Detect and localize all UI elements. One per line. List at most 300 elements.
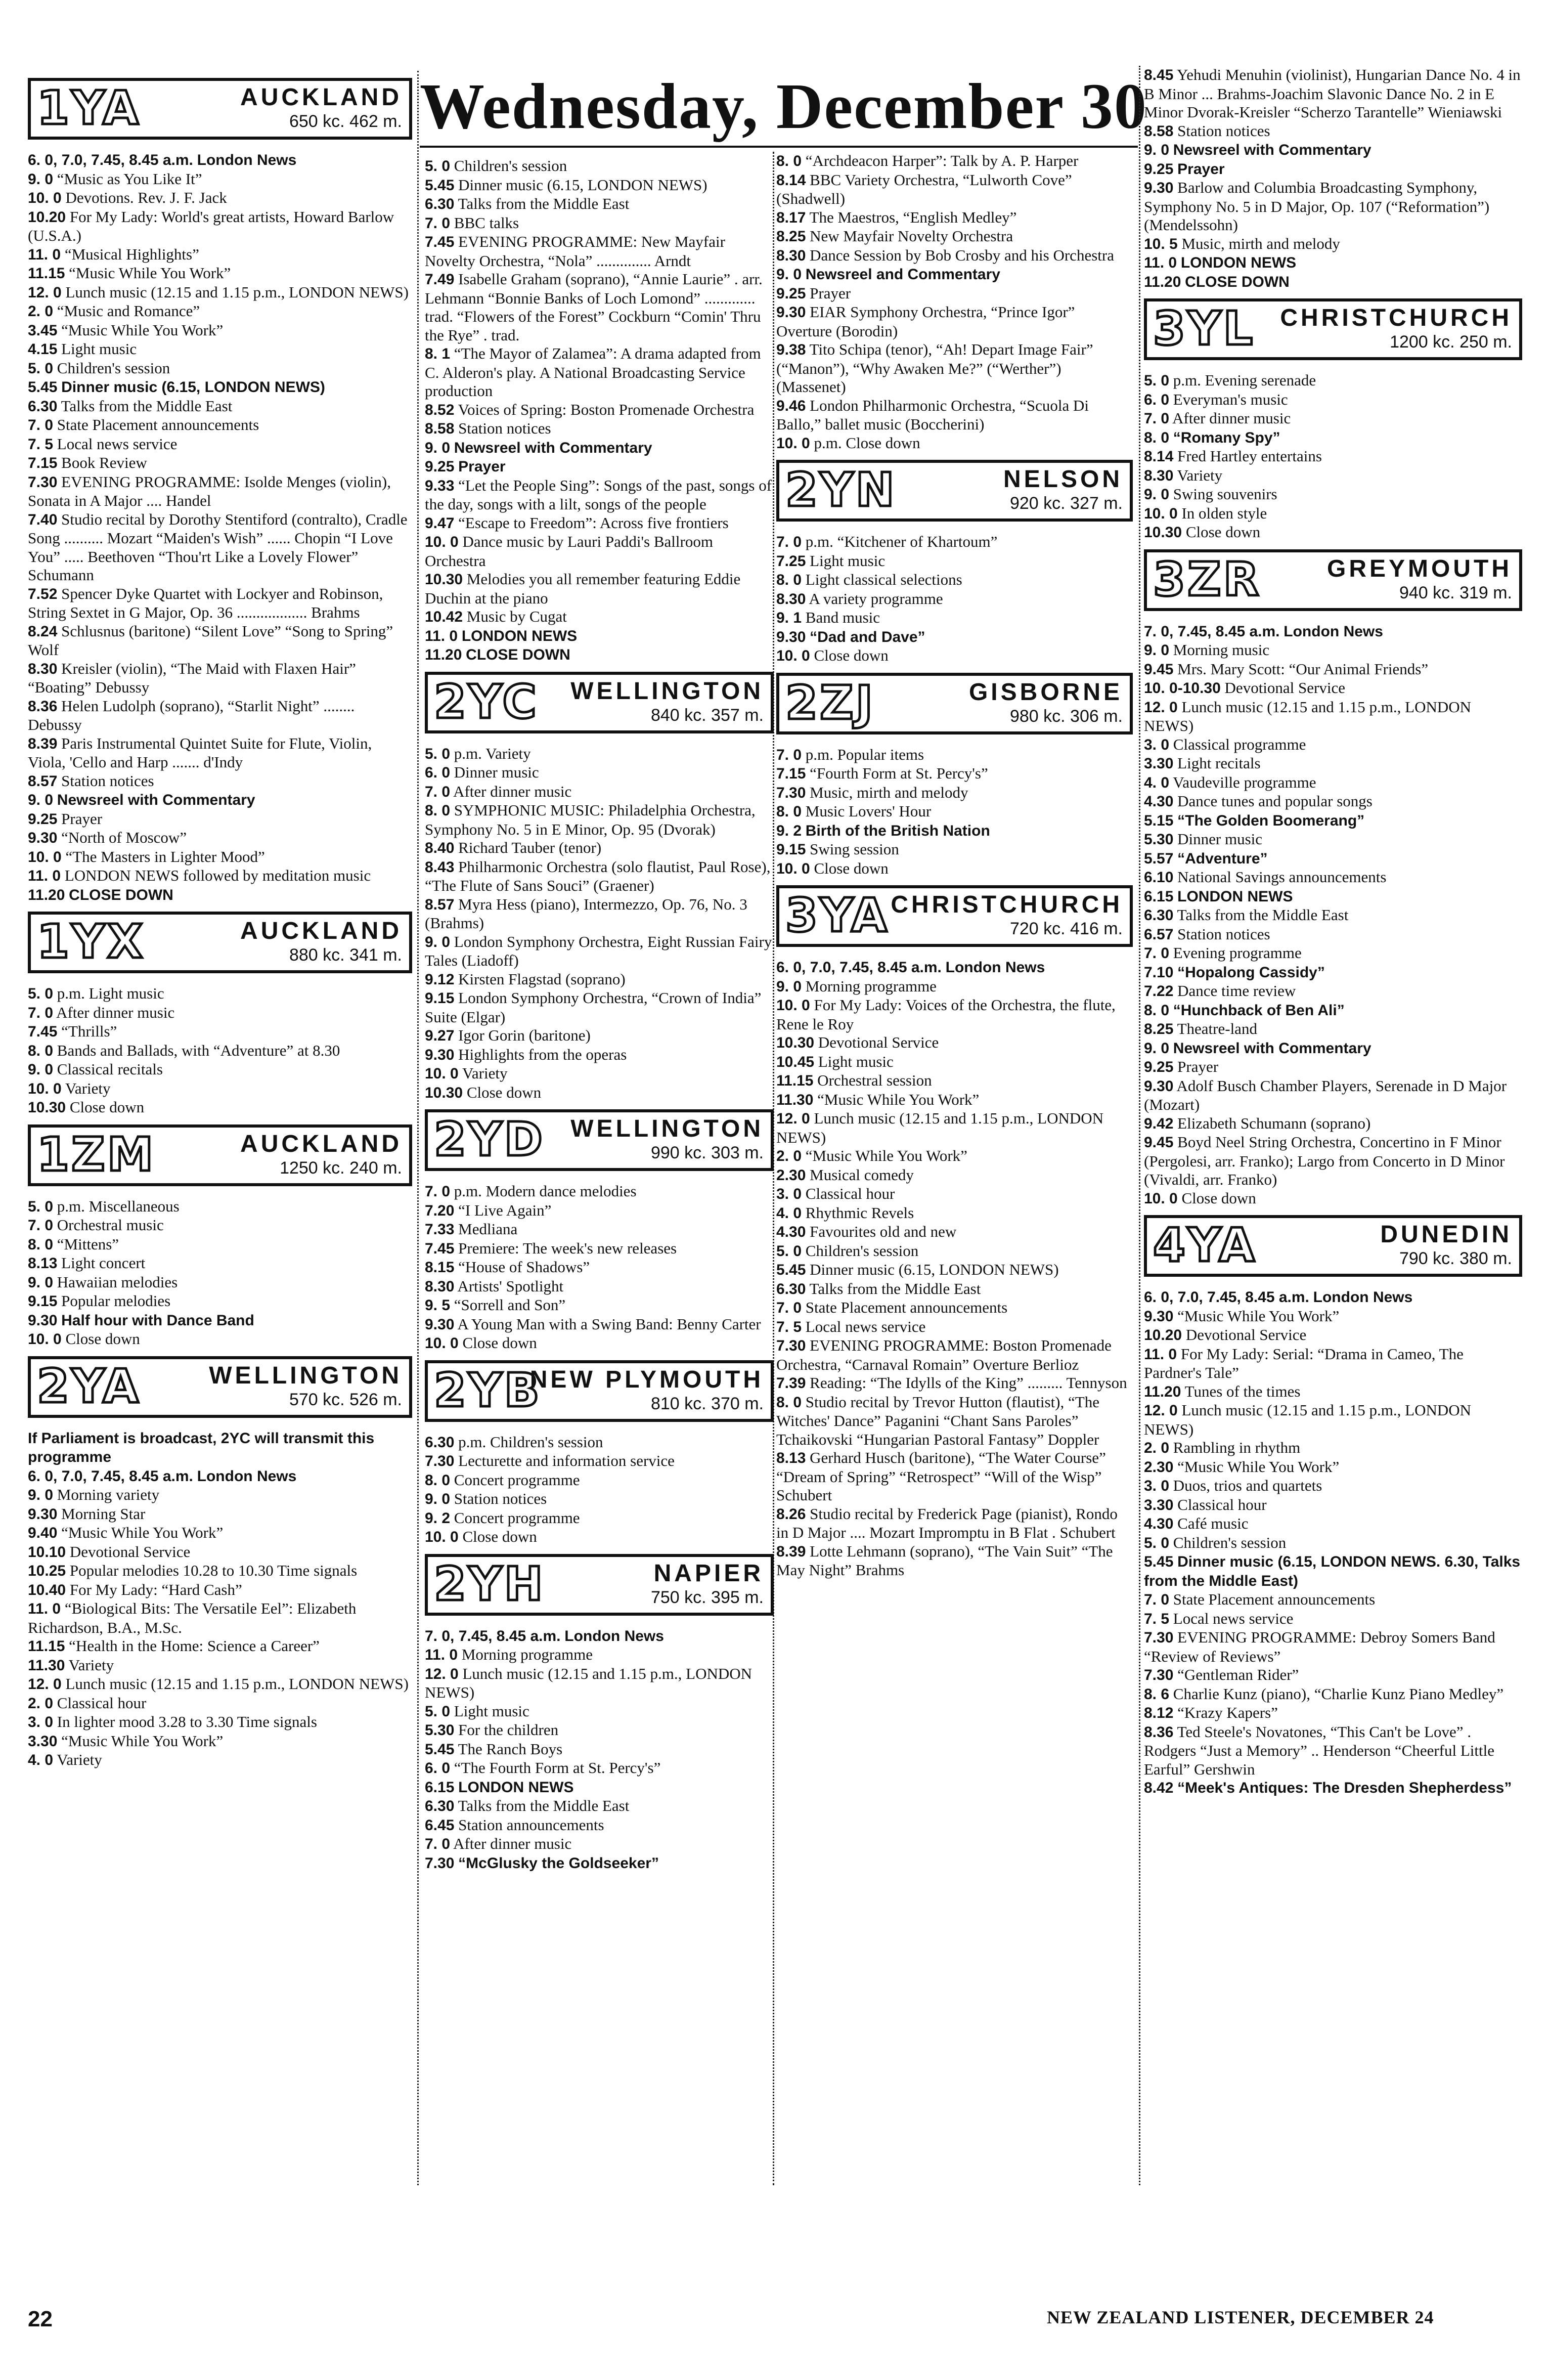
- programme-time: 10. 5: [1144, 235, 1178, 252]
- programme-entry: [425, 1258, 774, 1277]
- programme-entry: [425, 214, 774, 233]
- programme-title: After dinner music: [453, 1835, 572, 1852]
- programme-title: London News: [945, 959, 1045, 976]
- programme-title: Variety: [68, 1656, 114, 1674]
- programme-title: “Music and Romance”: [57, 302, 200, 320]
- station-call-sign: 1YA: [37, 81, 141, 135]
- programme-title: Adolf Busch Chamber Players, Serenade in D Major (Mozart): [1144, 1076, 1507, 1113]
- programme-time: 7.20: [425, 1202, 455, 1219]
- programme-title: Newsreel with Commentary: [454, 439, 652, 456]
- programme-title: LONDON NEWS: [461, 627, 578, 644]
- programme-title: Fred Hartley entertains: [1177, 447, 1322, 465]
- programme-entry: [1144, 811, 1522, 831]
- programme-entry: [1144, 982, 1522, 1001]
- programme-entry: [28, 1543, 412, 1562]
- programme-entry: [1144, 1058, 1522, 1077]
- programme-title: EVENING PROGRAMME: New Mayfair Novelty Orchestra, “Nola” .............. Arndt: [425, 233, 725, 270]
- programme-entry: [776, 1393, 1133, 1449]
- programme-entry: [1144, 1458, 1522, 1477]
- station-call-sign: 2YA: [37, 1359, 141, 1413]
- programme-list: [425, 745, 774, 1103]
- programme-entry: [776, 227, 1133, 246]
- programme-time: 7. 0: [1144, 410, 1170, 427]
- programme-title: Light recitals: [1177, 754, 1261, 772]
- programme-title: Lunch music (12.15 and 1.15 p.m., LONDON NEWS): [65, 283, 409, 301]
- programme-title: Gerhard Husch (baritone), “The Water Course” “Dream of Spring” “Retrospect” “Will of the Wisp” Schubert: [776, 1449, 1106, 1504]
- programme-time: 6.30: [425, 196, 455, 212]
- programme-list: [425, 1627, 774, 1873]
- station-city: NAPIER: [653, 1560, 764, 1587]
- station-frequency: 750 kc. 395 m.: [650, 1587, 764, 1607]
- programme-title: Highlights from the operas: [458, 1045, 627, 1063]
- programme-time: 5. 0: [425, 1703, 451, 1720]
- programme-time: 10.30: [28, 1099, 66, 1116]
- programme-entry: [1144, 371, 1522, 391]
- programme-title: Rhythmic Revels: [805, 1203, 914, 1222]
- programme-entry: [776, 552, 1133, 571]
- programme-time: 11.20: [1144, 273, 1181, 290]
- programme-time: 8.45: [1144, 67, 1174, 83]
- programme-entry: [776, 1071, 1133, 1091]
- programme-title: For My Lady: “Hard Cash”: [69, 1580, 242, 1598]
- station-city: WELLINGTON: [570, 1115, 764, 1142]
- programme-entry: [425, 1854, 774, 1873]
- station-frequency: 840 kc. 357 m.: [650, 705, 764, 725]
- programme-title: Reading: “The Idylls of the King” ......... Tennyson: [810, 1374, 1127, 1392]
- column-4: [1144, 66, 1522, 1798]
- programme-time: 10.30: [776, 1034, 815, 1051]
- programme-title: Concert programme: [454, 1470, 580, 1489]
- programme-title: Newsreel with Commentary: [1173, 1040, 1371, 1057]
- programme-title: Duos, trios and quartets: [1173, 1477, 1322, 1494]
- programme-title: Morning Star: [61, 1504, 146, 1523]
- programme-entry: [425, 477, 774, 514]
- programme-title: “The Fourth Form at St. Percy's”: [454, 1759, 661, 1777]
- programme-title: Prayer: [458, 458, 506, 475]
- programme-entry: [1144, 179, 1522, 235]
- programme-title: Station notices: [454, 1490, 547, 1507]
- station-header: [28, 912, 412, 973]
- programme-entry: [28, 1581, 412, 1600]
- programme-time: 11.30: [776, 1091, 814, 1108]
- programme-title: For My Lady: Voices of the Orchestra, the flute, Rene le Roy: [776, 996, 1116, 1033]
- programme-entry: [776, 1299, 1133, 1318]
- programme-entry: [776, 764, 1133, 784]
- programme-list: [28, 151, 412, 904]
- programme-entry: [425, 608, 774, 627]
- programme-entry: [776, 1185, 1133, 1204]
- programme-time: 5.45: [1144, 1553, 1174, 1570]
- programme-time: 8.43: [425, 858, 455, 876]
- programme-time: 6. 0, 7.0, 7.45, 8.45 a.m.: [1144, 1289, 1309, 1306]
- programme-time: 5.45: [28, 379, 58, 396]
- programme-entry: [425, 1277, 774, 1296]
- station-frequency: 570 kc. 526 m.: [289, 1390, 402, 1409]
- programme-entry: [1144, 141, 1522, 160]
- programme-title: Charlie Kunz (piano), “Charlie Kunz Piano Medley”: [1173, 1684, 1504, 1703]
- station-call-sign: 3YL: [1153, 301, 1255, 356]
- programme-title: London News: [1313, 1289, 1413, 1306]
- station-city: CHRISTCHURCH: [1280, 305, 1512, 331]
- station-header: [776, 673, 1133, 734]
- programme-title: Popular melodies: [61, 1292, 171, 1310]
- programme-title: Light concert: [61, 1254, 146, 1272]
- programme-time: 6.30: [776, 1280, 806, 1297]
- programme-list: [425, 1433, 774, 1547]
- station-call-sign: 2YH: [434, 1556, 545, 1611]
- programme-title: Children's session: [1173, 1533, 1287, 1551]
- programme-title: Local news service: [805, 1317, 926, 1335]
- programme-entry: [425, 801, 774, 839]
- programme-entry: [425, 1315, 774, 1334]
- programme-time: 6. 0, 7.0, 7.45, 8.45 a.m.: [28, 1467, 193, 1485]
- programme-time: 10.25: [28, 1563, 66, 1579]
- programme-entry: [28, 1505, 412, 1524]
- programme-entry: [425, 1084, 774, 1103]
- programme-entry: [28, 473, 412, 510]
- programme-title: Light music: [818, 1052, 894, 1070]
- programme-time: 5. 0: [28, 985, 54, 1002]
- programme-time: 10. 0-10.30: [1144, 680, 1221, 697]
- programme-entry: [28, 810, 412, 829]
- programme-entry: [28, 264, 412, 283]
- programme-title: Station notices: [458, 419, 551, 437]
- programme-entry: [28, 660, 412, 697]
- programme-time: 7. 0, 7.45, 8.45 a.m.: [1144, 623, 1280, 640]
- page-title: Wednesday, December 30: [420, 70, 1147, 142]
- programme-title: Close down: [466, 1083, 542, 1101]
- programme-list: [425, 1182, 774, 1353]
- programme-title: Spencer Dyke Quartet with Lockyer and Robinson, String Sextet in G Major, Op. 36 .................. Brahms: [28, 584, 383, 621]
- programme-entry: [1144, 660, 1522, 679]
- programme-title: Classical recitals: [57, 1060, 163, 1078]
- programme-entry: [28, 867, 412, 886]
- programme-time: 8.15: [425, 1259, 455, 1276]
- programme-time: 9.30: [1144, 1077, 1174, 1095]
- station-city: AUCKLAND: [240, 918, 402, 944]
- programme-entry: [28, 1637, 412, 1656]
- programme-time: 5.45: [425, 1741, 455, 1758]
- programme-time: 10. 0: [425, 1065, 459, 1082]
- programme-time: 9. 0: [28, 1274, 54, 1291]
- programme-entry: [1144, 1401, 1522, 1439]
- station-header: [1144, 298, 1522, 360]
- programme-title: Prayer: [61, 809, 103, 828]
- programme-title: “House of Shadows”: [458, 1258, 590, 1276]
- programme-entry: [28, 1694, 412, 1713]
- programme-time: 9. 2: [425, 1509, 451, 1527]
- programme-title: In olden style: [1181, 504, 1267, 522]
- programme-title: p.m. Light music: [57, 984, 164, 1002]
- programme-entry: [776, 1336, 1133, 1374]
- programme-title: State Placement announcements: [805, 1299, 1008, 1316]
- programme-entry: [1144, 1077, 1522, 1114]
- programme-title: Theatre-land: [1177, 1020, 1257, 1037]
- programme-time: 6.30: [425, 1798, 455, 1814]
- programme-entry: [28, 1098, 412, 1117]
- programme-time: 10. 0: [1144, 505, 1178, 522]
- programme-time: 3. 0: [1144, 736, 1170, 753]
- programme-time: 9. 0: [28, 1061, 54, 1078]
- programme-time: 7.40: [28, 511, 58, 528]
- programme-time: 10. 0: [1144, 1190, 1178, 1207]
- programme-title: Melodies you all remember featuring Eddie Duchin at the piano: [425, 570, 741, 607]
- programme-time: 9. 0: [776, 978, 802, 995]
- programme-title: London News: [564, 1627, 664, 1645]
- programme-time: 3.30: [1144, 755, 1174, 772]
- programme-title: London News: [197, 152, 297, 168]
- programme-entry: [28, 245, 412, 265]
- programme-time: 9.30: [425, 1316, 455, 1333]
- station-header: [425, 1554, 774, 1616]
- programme-entry: [1144, 1133, 1522, 1189]
- programme-entry: [425, 1026, 774, 1046]
- programme-time: 7. 0: [28, 417, 54, 434]
- programme-entry: [28, 772, 412, 791]
- programme-entry: [28, 1732, 412, 1751]
- programme-title: Lunch music (12.15 and 1.15 p.m., LONDON NEWS): [65, 1675, 409, 1693]
- programme-time: 9. 0: [1144, 1040, 1170, 1057]
- programme-entry: [1144, 906, 1522, 925]
- programme-title: “Music While You Work”: [805, 1147, 967, 1164]
- programme-title: Station notices: [1177, 121, 1270, 140]
- station-city: WELLINGTON: [209, 1362, 402, 1389]
- programme-title: Children's session: [454, 157, 567, 175]
- programme-time: 10. 0: [28, 848, 62, 866]
- programme-title: Helen Ludolph (soprano), “Starlit Night” ........ Debussy: [28, 697, 355, 733]
- programme-title: Close down: [65, 1330, 140, 1348]
- programme-time: 5.45: [425, 177, 455, 194]
- station-city: AUCKLAND: [240, 1130, 402, 1157]
- programme-entry: [425, 1296, 774, 1315]
- programme-title: CLOSE DOWN: [1185, 273, 1290, 290]
- programme-title: Dinner music (6.15, LONDON NEWS): [810, 1261, 1059, 1278]
- programme-time: 8. 0: [28, 1042, 54, 1059]
- programme-title: Variety: [57, 1751, 102, 1768]
- programme-title: LONDON NEWS: [1180, 254, 1297, 271]
- programme-entry: [425, 745, 774, 764]
- programme-entry: [425, 783, 774, 802]
- programme-title: p.m. Variety: [454, 744, 531, 762]
- programme-title: Evening programme: [1173, 944, 1302, 962]
- programme-time: 8.14: [1144, 448, 1174, 465]
- programme-entry: [425, 176, 774, 195]
- programme-entry: [1144, 409, 1522, 428]
- programme-time: 9.25: [1144, 160, 1174, 178]
- programme-entry: [1144, 622, 1522, 641]
- programme-title: “Music While You Work”: [61, 1524, 224, 1541]
- programme-entry: [1144, 754, 1522, 773]
- programme-time: 2. 0: [28, 1695, 54, 1712]
- programme-time: 9.15: [28, 1293, 58, 1310]
- programme-entry: [425, 1452, 774, 1471]
- programme-title: Talks from the Middle East: [1177, 906, 1349, 924]
- programme-time: 2. 0: [776, 1148, 802, 1164]
- programme-title: Newsreel with Commentary: [57, 792, 255, 808]
- station-city: AUCKLAND: [240, 84, 402, 111]
- programme-title: LONDON NEWS followed by meditation music: [64, 867, 371, 884]
- programme-title: London Philharmonic Orchestra, “Scuola Di Ballo,” ballet music (Boccherini): [776, 396, 1089, 433]
- programme-time: 2. 0: [1144, 1440, 1170, 1456]
- programme-entry: [1144, 122, 1522, 141]
- programme-entry: [425, 1509, 774, 1528]
- programme-time: 8. 0: [776, 1394, 802, 1411]
- programme-entry: [28, 321, 412, 340]
- programme-time: 9.25: [28, 810, 58, 828]
- programme-title: Favourites old and new: [810, 1223, 957, 1240]
- programme-title: London News: [1284, 623, 1383, 640]
- programme-title: State Placement announcements: [57, 416, 259, 434]
- programme-entry: [28, 1656, 412, 1675]
- programme-entry: [776, 171, 1133, 208]
- programme-title: Close down: [814, 646, 889, 664]
- programme-time: 12. 0: [28, 284, 62, 301]
- programme-title: Dinner music (6.15, LONDON NEWS): [61, 379, 325, 396]
- programme-title: LONDON NEWS: [458, 1779, 574, 1796]
- programme-entry: [776, 1147, 1133, 1166]
- programme-entry: [776, 397, 1133, 434]
- programme-time: 8.42: [1144, 1780, 1174, 1796]
- programme-title: BBC Variety Orchestra, “Lulworth Cove” (Shadwell): [776, 170, 1072, 207]
- programme-time: 5. 0: [425, 745, 451, 762]
- programme-title: Morning programme: [805, 977, 937, 995]
- programme-time: 4. 0: [1144, 774, 1170, 791]
- programme-time: 8.57: [425, 896, 455, 913]
- programme-time: 2.30: [1144, 1458, 1174, 1476]
- programme-title: Talks from the Middle East: [809, 1279, 981, 1297]
- programme-title: Musical comedy: [810, 1165, 914, 1184]
- programme-title: Band music: [805, 609, 880, 626]
- programme-title: Dance Session by Bob Crosby and his Orchestra: [810, 246, 1114, 264]
- programme-list: [776, 746, 1133, 879]
- programme-entry: [28, 1235, 412, 1254]
- programme-time: 3.30: [28, 1733, 58, 1750]
- programme-entry: [776, 746, 1133, 765]
- programme-time: 7.30: [776, 1337, 806, 1354]
- programme-title: “Romany Spy”: [1173, 429, 1280, 446]
- programme-time: 7. 0: [28, 1217, 54, 1234]
- programme-title: Mrs. Mary Scott: “Our Animal Friends”: [1177, 660, 1429, 678]
- programme-title: Newsreel with Commentary: [1173, 142, 1371, 158]
- programme-entry: [1144, 1590, 1522, 1610]
- programme-time: 4. 0: [28, 1752, 54, 1768]
- station-call-sign: 1YX: [37, 915, 145, 969]
- programme-title: EVENING PROGRAMME: Boston Promenade Orchestra, “Carnaval Romain” Overture Berlioz: [776, 1336, 1112, 1373]
- programme-entry: [1144, 1439, 1522, 1458]
- programme-time: 11. 0: [28, 246, 61, 263]
- programme-entry: [425, 1064, 774, 1084]
- programme-title: New Mayfair Novelty Orchestra: [810, 227, 1013, 245]
- programme-title: Talks from the Middle East: [458, 195, 630, 212]
- programme-title: Voices of Spring: Boston Promenade Orchestra: [458, 400, 755, 418]
- programme-time: 9.38: [776, 341, 806, 358]
- station-call-sign: 2YC: [434, 674, 539, 729]
- programme-time: 9. 0: [28, 1487, 54, 1503]
- station-city: WELLINGTON: [570, 677, 764, 705]
- programme-entry: [1144, 1514, 1522, 1534]
- programme-title: Morning programme: [461, 1646, 593, 1663]
- programme-title: “Biological Bits: The Versatile Eel”: Elizabeth Richardson, B.A., M.Sc.: [28, 1599, 357, 1636]
- programme-time: 3. 0: [1144, 1478, 1170, 1494]
- programme-title: Variety: [462, 1064, 508, 1082]
- programme-title: Close down: [462, 1334, 537, 1352]
- programme-entry: [28, 1429, 412, 1467]
- programme-entry: [1144, 1326, 1522, 1345]
- programme-entry: [28, 1524, 412, 1543]
- programme-title: Dance tunes and popular songs: [1177, 792, 1373, 810]
- programme-entry: [28, 302, 412, 321]
- station-header: [1144, 549, 1522, 611]
- programme-title: London Symphony Orchestra, “Crown of India” Suite (Elgar): [425, 989, 762, 1026]
- programme-list: [28, 984, 412, 1117]
- station-header: [776, 460, 1133, 522]
- programme-time: 9. 0: [28, 792, 54, 808]
- programme-time: 9.15: [425, 990, 455, 1007]
- programme-title: Schlusnus (baritone) “Silent Love” “Song to Spring” Wolf: [28, 622, 393, 659]
- programme-title: Birth of the British Nation: [805, 822, 990, 839]
- programme-title: SYMPHONIC MUSIC: Philadelphia Orchestra, Symphony No. 5 in E Minor, Op. 95 (Dvorak): [425, 801, 756, 838]
- programme-entry: [28, 416, 412, 435]
- programme-time: 5. 0: [425, 158, 451, 175]
- programme-entry: [425, 1702, 774, 1721]
- column-1: [28, 71, 412, 1770]
- programme-time: 9.42: [1144, 1115, 1174, 1132]
- programme-time: 7. 5: [28, 436, 54, 453]
- programme-title: p.m. Popular items: [805, 745, 924, 763]
- programme-time: 7.30: [425, 1453, 455, 1469]
- programme-time: 2.30: [776, 1166, 806, 1184]
- programme-entry: [776, 208, 1133, 228]
- programme-time: 9.45: [1144, 661, 1174, 678]
- programme-title: Medliana: [458, 1220, 518, 1238]
- programme-time: 5.30: [1144, 831, 1174, 848]
- programme-title: Lunch music (12.15 and 1.15 p.m., LONDON NEWS): [425, 1664, 753, 1701]
- programme-entry: [776, 571, 1133, 590]
- programme-time: 5.30: [425, 1722, 455, 1739]
- programme-time: 9.30: [1144, 1308, 1174, 1325]
- programme-entry: [1144, 1020, 1522, 1039]
- programme-time: 6.15: [425, 1779, 455, 1796]
- programme-time: 9.25: [425, 458, 455, 475]
- programme-title: Café music: [1177, 1514, 1249, 1532]
- programme-entry: [28, 585, 412, 622]
- station-call-sign: 2YB: [434, 1363, 542, 1417]
- station-header: [776, 885, 1133, 947]
- programme-title: After dinner music: [453, 782, 572, 800]
- programme-title: “Archdeacon Harper”: Talk by A. P. Harper: [805, 152, 1079, 169]
- programme-entry: [28, 1197, 412, 1217]
- programme-time: 9.30: [1144, 180, 1174, 196]
- programme-entry: [776, 802, 1133, 821]
- programme-entry: [425, 763, 774, 783]
- programme-entry: [28, 208, 412, 245]
- programme-time: 8.12: [1144, 1705, 1174, 1721]
- programme-entry: [1144, 1779, 1522, 1798]
- programme-entry: [776, 246, 1133, 266]
- programme-time: 4. 0: [776, 1204, 802, 1222]
- station-city: NELSON: [1003, 466, 1123, 493]
- programme-title: Prayer: [1177, 1058, 1219, 1075]
- programme-entry: [28, 1562, 412, 1581]
- programme-entry: [776, 1166, 1133, 1185]
- programme-title: Close down: [1181, 1189, 1256, 1207]
- station-call-sign: 2YD: [434, 1112, 545, 1166]
- programme-time: 7. 0: [28, 1004, 54, 1021]
- programme-entry: [28, 340, 412, 359]
- programme-entry: [1144, 887, 1522, 906]
- programme-title: State Placement announcements: [1173, 1590, 1376, 1608]
- programme-time: 12. 0: [1144, 1402, 1178, 1419]
